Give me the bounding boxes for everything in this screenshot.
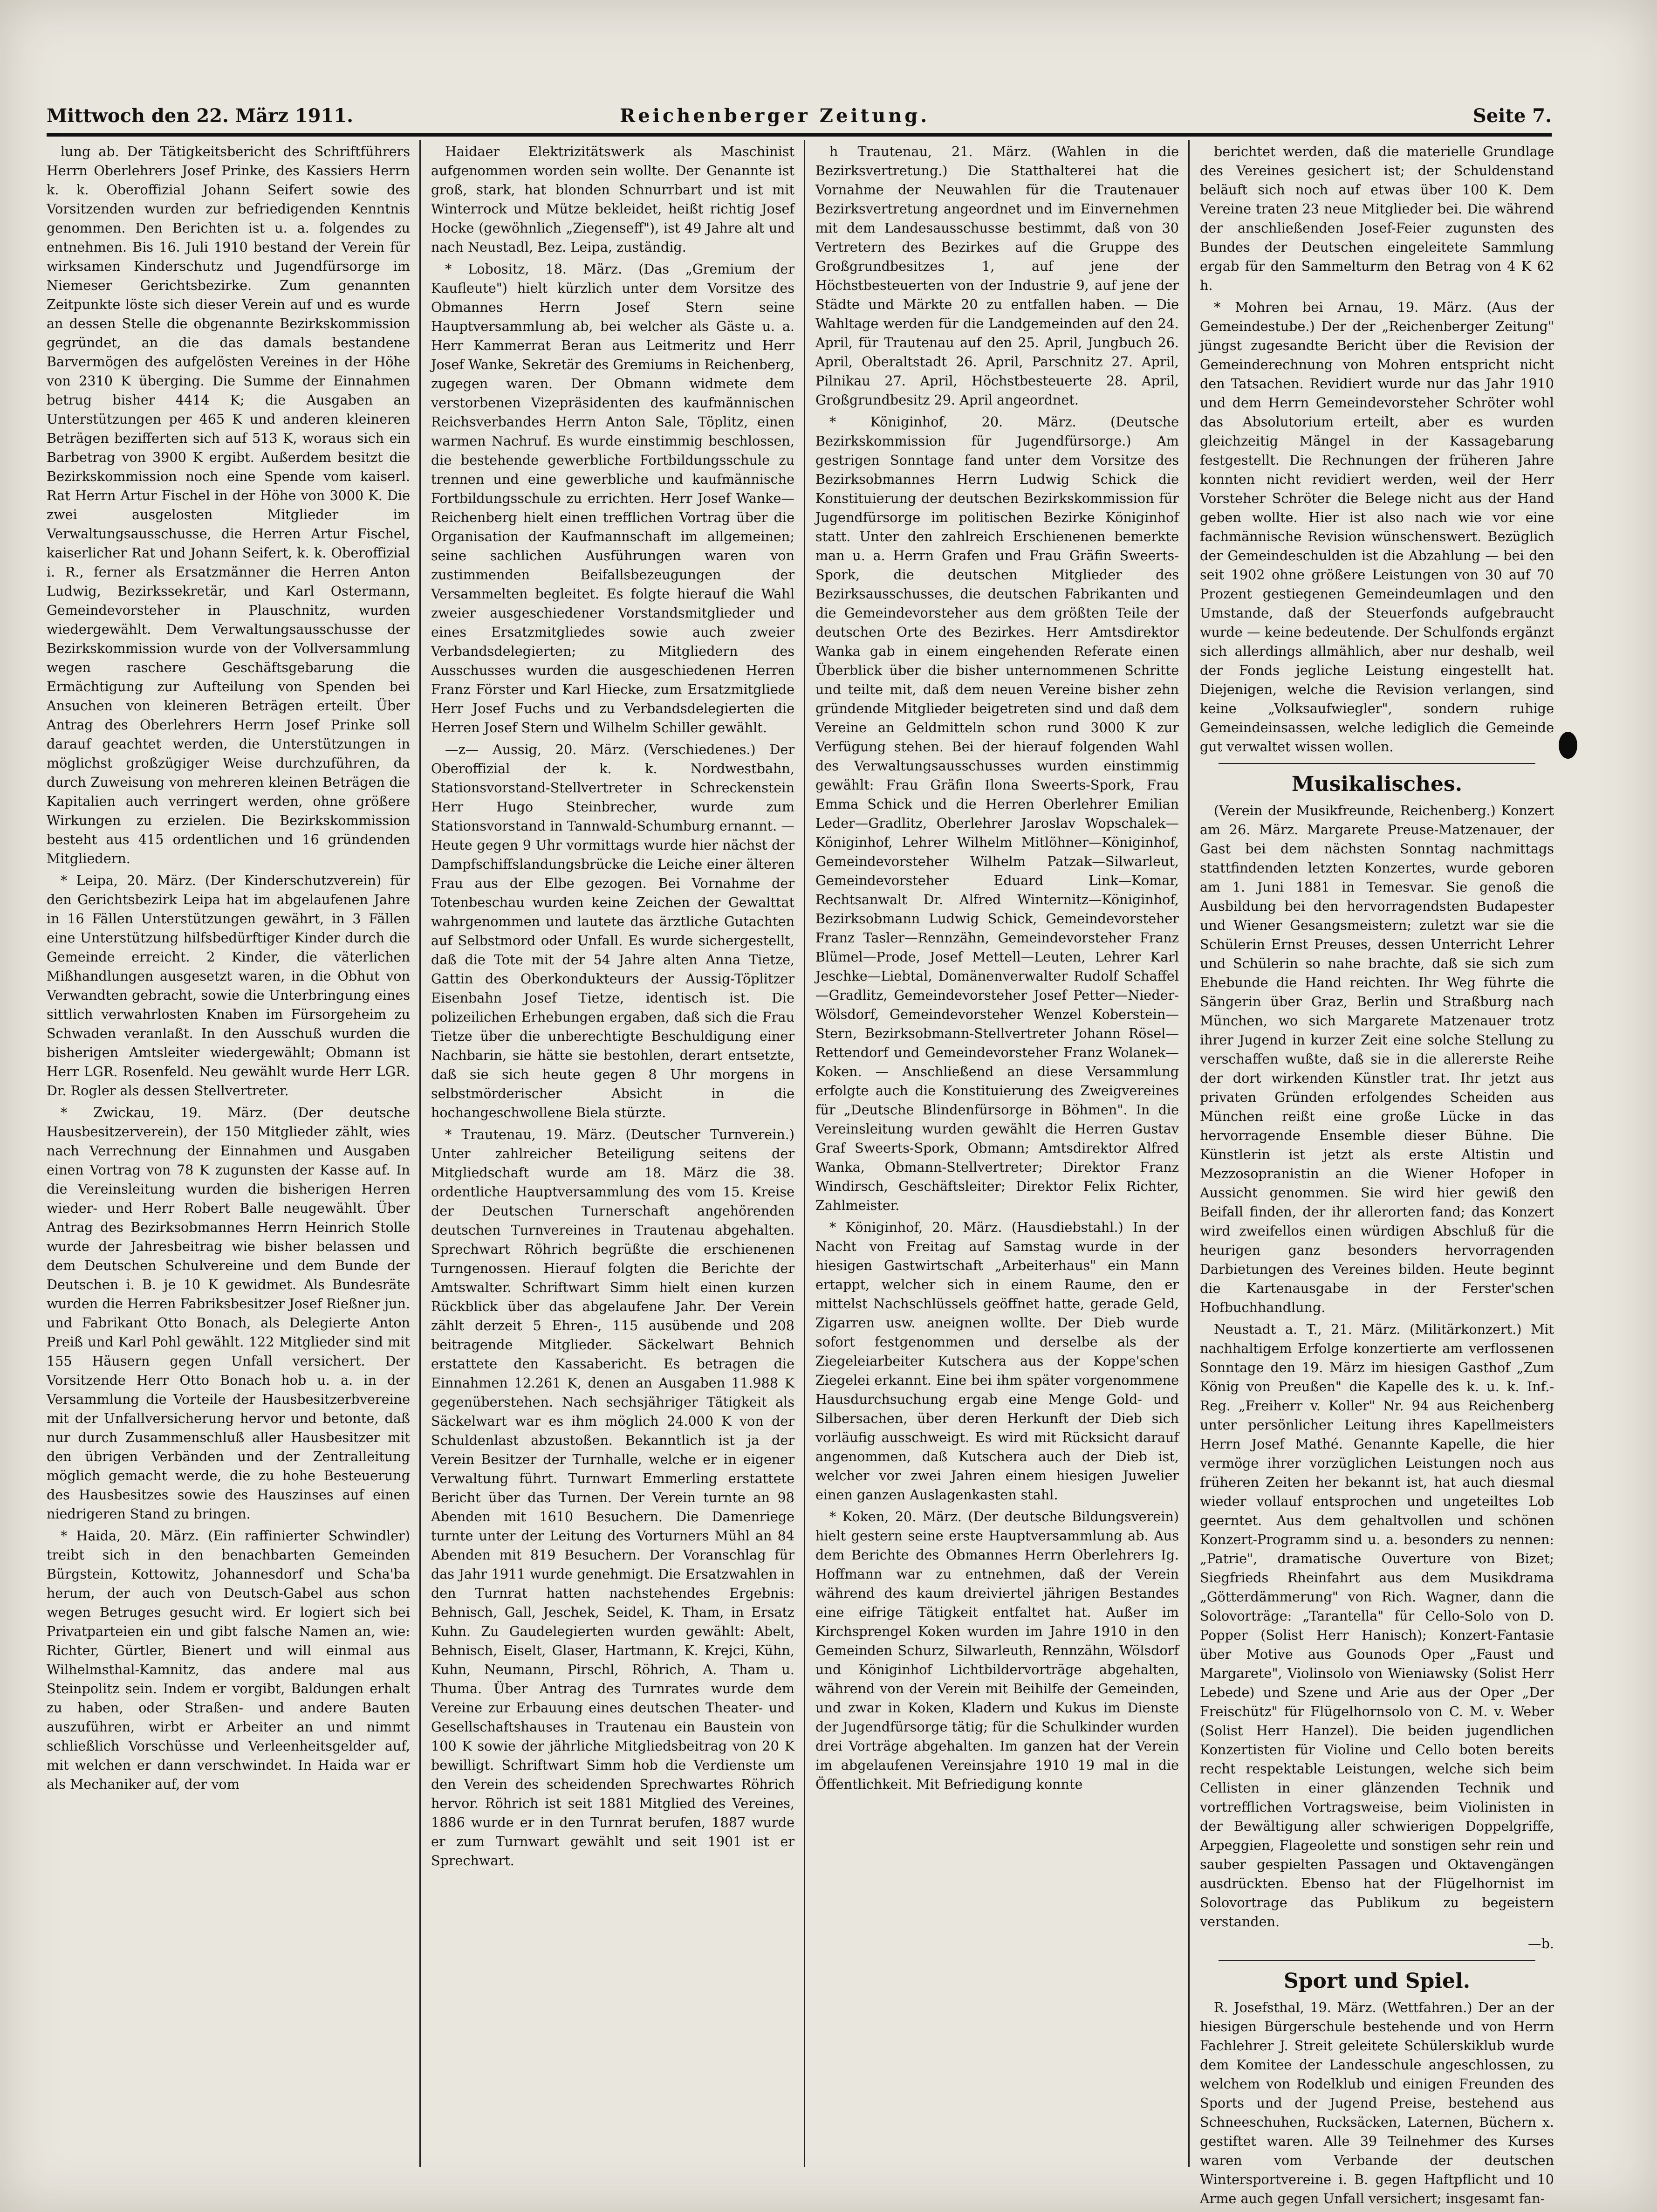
section-divider [1219,763,1535,764]
column-4 [1200,142,1554,2206]
article-paragraph: * Haida, 20. März. (Ein raffinierter Schwindler) treibt sich in den benachbarten Gemeinden Bürgstein, Kottowitz, Johannesdorf und Scha'ba herum, der auch von Deutsch-Gabel aus schon wegen Betruges gesucht wird. Er logiert sich bei Privatparteien ein und gibt falsche Namen an, wie: Richter, Gürtler, Bienert und will einmal aus Wilhelmsthal-Kamnitz, das andere mal aus Steinpolitz sein. Indem er vorgibt, Baldungen erhalt zu haben, oder Straßen- und andere Bauten auszuführen, wirbt er Arbeiter an und nimmt schließlich Vorschüsse und Verleenheitsgelder auf, mit welchen er dann verschwindet. In Haida war er als Mechaniker auf, der vom [47,1528,410,1792]
article-paragraph: berichtet werden, daß die materielle Grundlage des Vereines gesichert ist; der Schuldenstand beläuft sich noch auf etwas über 100 K. Dem Vereine traten 23 neue Mitglieder bei. Die während der anschließenden Josef-Feier zugunsten des Bundes der Deutschen eingeleitete Sammlung ergab für den Sammelturm den Betrag von 4 K 62 h. [1200,144,1554,293]
column-1 [47,142,410,2165]
article-paragraph: * Königinhof, 20. März. (Hausdiebstahl.) In der Nacht von Freitag auf Samstag wurde in der hiesigen Gastwirtschaft „Arbeiterhaus" ein Mann ertappt, welcher sich in einem Raume, den er mittelst Nachschlüssels geöffnet hatte, gerade Geld, Zigarren usw. aneignen wollte. Der Dieb wurde sofort festgenommen und derselbe als der Ziegeleiarbeiter Kutschera aus der Koppe'schen Ziegelei erkannt. Eine bei ihm später vorgenommene Hausdurchsuchung ergab eine Menge Gold- und Silbersachen, über deren Herkunft der Dieb sich vorläufig ausschweigt. Es wird mit Rücksicht darauf angenommen, daß Kutschera auch der Dieb ist, welcher vor zwei Jahren einem hiesigen Juwelier einen ganzen Auslagenkasten stahl. [815,1219,1179,1503]
header-page-number: Seite 7. [1472,105,1552,127]
article-paragraph: * Trautenau, 19. März. (Deutscher Turnverein.) Unter zahlreicher Beteiligung seitens der Mitgliedschaft wurde am 18. März die 38. ordentliche Hauptversammlung des vom 15. Kreise der Deutschen Turnerschaft angehörenden deutschen Turnvereines in Trautenau abgehalten. Sprechwart Röhrich begrüßte die erschienenen Turngenossen. Hierauf folgten die Berichte der Amtswalter. Schriftwart Simm hielt einen kurzen Rückblick über das abgelaufene Jahr. Der Verein zählt derzeit 5 Ehren-, 115 ausübende und 208 beitragende Mitglieder. Säckelwart Behnich erstattete den Kassabericht. Es betragen die Einnahmen 12.261 K, denen an Ausgaben 11.988 K gegenüberstehen. Nach sechsjähriger Tätigkeit als Säckelwart war es ihm möglich 24.000 K von der Schuldenlast abzustoßen. Bekanntlich ist ja der Verein Besitzer der Turnhalle, welche er in eigener Verwaltung führt. Turnwart Emmerling erstattete Bericht über das Turnen. Der Verein turnte an 98 Abenden mit 1610 Besuchern. Die Damenriege turnte unter der Leitung des Vorturners Mühl an 84 Abenden mit 819 Besuchern. Der Voranschlag für das Jahr 1911 wurde genehmigt. Die Ersatzwahlen in den Turnrat hatten nachstehendes Ergebnis: Behnisch, Gall, Jeschek, Seidel, K. Tham, in Ersatz Kuhn. Zu Gaudelegierten wurden gewählt: Abelt, Behnisch, Eiselt, Glaser, Hartmann, K. Krejci, Kühn, Kuhn, Neumann, Pirschl, Röhrich, A. Tham u. Thuma. Über Antrag des Turnrates wurde dem Vereine zur Erbauung eines deutschen Theater- und Gesellschaftshauses in Trautenau ein Baustein von 100 K sowie der jährliche Mitgliedsbeitrag von 20 K bewilligt. Schriftwart Simm hob die Verdienste um den Verein des scheidenden Sprechwartes Röhrich hervor. Röhrich ist seit 1881 Mitglied des Vereines, 1886 wurde er in den Turnrat berufen, 1887 wurde er zum Turnwart gewählt und seit 1901 ist er Sprechwart. [431,1127,794,1869]
header-date: Mittwoch den 22. März 1911. [47,105,354,127]
article-paragraph: —z— Aussig, 20. März. (Verschiedenes.) Der Oberoffizial der k. k. Nordwestbahn, Stationsvorstand-Stellvertreter in Schreckenstein Herr Hugo Steinbrecher, wurde zum Stationsvorstand in Tannwald-Schumburg ernannt. — Heute gegen 9 Uhr vormittags wurde hier nächst der Dampfschiffslandungsbrücke die Leiche einer älteren Frau aus der Elbe gezogen. Bei Vornahme der Totenbeschau wurden keine Zeichen der Gewalttat wahrgenommen und lautete das ärztliche Gutachten auf Selbstmord oder Unfall. Es wurde sichergestellt, daß die Tote mit der 54 Jahre alten Anna Tietze, Gattin des Oberkondukteurs der Aussig-Töplitzer Eisenbahn Josef Tietze, identisch ist. Die polizeilichen Erhebungen ergaben, daß sich die Frau Tietze über die unberechtigte Beschuldigung einer Nachbarin, sie hätte sie bestohlen, derart entsetzte, daß sie sich heute gegen 8 Uhr morgens in selbstmörderischer Absicht in die hochangeschwollene Biela stürzte. [431,742,794,1120]
article-paragraph: * Zwickau, 19. März. (Der deutsche Hausbesitzerverein), der 150 Mitglieder zählt, wies nach Verrechnung der Einnahmen und Ausgaben einen Vortrag von 78 K zugunsten der Kasse auf. In die Vereinsleitung wurden die bisherigen Herren wieder- und Herr Robert Balle neugewählt. Über Antrag des Bezirksobmannes Herrn Heinrich Stolle wurde der Jahresbeitrag wie bisher belassen und dem Deutschen Schulvereine und dem Bunde der Deutschen i. B. je 10 K gewidmet. Als Bundesräte wurden die Herren Fabriksbesitzer Josef Rießner jun. und Fabrikant Otto Bonach, als Delegierte Anton Preiß und Karl Pohl gewählt. 122 Mitglieder sind mit 155 Häusern gegen Unfall versichert. Der Vorsitzende Herr Otto Bonach hob u. a. in der Versammlung die Vorteile der Hausbesitzerbvereine mit der Unfallversicherung hervor und betonte, daß nur durch Zusammenschluß aller Hausbesitzer mit den übrigen Verbänden und der Zentralleitung möglich gemacht werde, die zu hohe Besteuerung des Hausbesitzes sowie des Hauszinses auf einen niedrigeren Stand zu bringen. [47,1105,410,1522]
section-heading-music: Musikalisches. [1291,772,1463,796]
article-paragraph: lung ab. Der Tätigkeitsbericht des Schriftführers Herrn Oberlehrers Josef Prinke, des Kassiers Herrn k. k. Oberoffizial Johann Seifert sowie des Vorsitzenden wurden zur befriedigenden Kenntnis genommen. Den Berichten ist u. a. folgendes zu entnehmen. Bis 16. Juli 1910 bestand der Verein für wirksamen Kinderschutz und Jugendfürsorge im Niemeser Gerichtsbezirke. Zum genannten Zeitpunkte löste sich dieser Verein auf und es wurde an dessen Stelle die obgenannte Bezirkskommission gegründet, an die das damals bestandene Barvermögen des aufgelösten Vereines in der Höhe von 2310 K überging. Die Summe der Einnahmen betrug bisher 4414 K; die Ausgaben an Unterstützungen per 465 K und anderen kleineren Beträgen bezifferten sich auf 513 K, woraus sich ein Barbetrag von 3900 K ergibt. Außerdem besitzt die Bezirkskommission noch eine Spende vom kaiserl. Rat Herrn Artur Fischel in der Höhe von 3000 K. Die zwei ausgelosten Mitglieder im Verwaltungsausschusse, die Herren Artur Fischel, kaiserlicher Rat und Johann Seifert, k. k. Oberoffizial i. R., ferner als Ersatzmänner die Herren Anton Ludwig, Bezirkssekretär, und Karl Ostermann, Gemeindevorsteher in Plauschnitz, wurden wiedergewählt. Dem Verwaltungsausschusse der Bezirkskommission wurde von der Vollversammlung wegen raschere Geschäftsgebarung die Ermächtigung zur Aufteilung von Spenden bei Ansuchen von kleineren Beträgen erteilt. Über Antrag des Oberlehrers Herrn Josef Prinke soll darauf geachtet werden, die Unterstützungen in möglichst großzügiger Weise durchzuführen, da durch Zuweisung von mehreren kleinen Beträgen die Kapitalien auch verringert werden, ohne größere Wirkungen zu erzielen. Die Bezirkskommission besteht aus 415 ordentlichen und 16 gründenden Mitgliedern. [47,144,410,866]
article-paragraph: * Koken, 20. März. (Der deutsche Bildungsverein) hielt gestern seine erste Hauptversammlung ab. Aus dem Berichte des Obmannes Herrn Oberlehrers Ig. Hoffmann war zu entnehmen, daß der Verein während des kaum dreiviertel jährigen Bestandes eine eifrige Tätigkeit entfaltet hat. Außer im Kirchsprengel Koken wurden im Jahre 1910 in den Gemeinden Schurz, Silwarleuth, Rennzähn, Wölsdorf und Königinhof Lichtbildervorträge abgehalten, während von der Verein mit Beihilfe der Gemeinden, und zwar in Koken, Kladern und Kukus im Dienste der Jugendfürsorge tätig; für die Schulkinder wurden drei Vorträge abgehalten. Im ganzen hat der Verein im abgelaufenen Vereinsjahre 1910 19 mal in die Öffentlichkeit. Mit Befriedigung konnte [815,1509,1179,1792]
column-2 [431,142,794,2165]
article-paragraph: Haidaer Elektrizitätswerk als Maschinist aufgenommen worden sein wollte. Der Genannte ist groß, stark, hat blonden Schnurrbart und ist mit Winterrock und Mütze bekleidet, heißt richtig Josef Hocke (gewöhnlich „Ziegenseff"), ist 49 Jahre alt und nach Neustadl, Bez. Leipa, zuständig. [431,144,794,255]
article-paragraph: h Trautenau, 21. März. (Wahlen in die Bezirksvertretung.) Die Statthalterei hat die Vornahme der Neuwahlen für die Trautenauer Bezirksvertretung angeordnet und im Einvernehmen mit dem Landesausschusse bestimmt, daß von 30 Vertretern des Bezirkes auf die Gruppe des Großgrundbesitzes 1, auf jene der Höchstbesteuerten von der Industrie 9, auf jene der Städte und Märkte 20 zu entfallen haben. — Die Wahltage werden für die Landgemeinden auf den 24. April, für Trautenau auf den 25. April, Jungbuch 26. April, Oberaltstadt 26. April, Parschnitz 27. April, Pilnikau 27. April, Höchstbesteuerte 28. April, Großgrundbesitz 29. April angeordnet. [815,144,1179,408]
author-signature: —b. [1528,1936,1554,1951]
header-paper-title: Reichenberger Zeitung. [620,105,930,127]
article-paragraph: * Lobositz, 18. März. (Das „Gremium der Kaufleute") hielt kürzlich unter dem Vorsitze des Obmannes Herrn Josef Stern seine Hauptversammlung ab, bei welcher als Gäste u. a. Herr Kammerrat Beran aus Leitmeritz und Herr Josef Wanke, Sekretär des Gremiums in Reichenberg, zugegen waren. Der Obmann widmete dem verstorbenen Vizepräsidenten des kaufmännischen Reichsverbandes Herrn Anton Sale, Töplitz, einen warmen Nachruf. Es wurde einstimmig beschlossen, die bestehende gewerbliche Fortbildungsschule zu trennen und eine gewerbliche und kaufmännische Fortbildungsschule zu errichten. Herr Josef Wanke—Reichenberg hielt einen trefflichen Vortrag über die Organisation der Kaufmannschaft im allgemeinen; seine sachlichen Ausführungen waren von zustimmenden Beifallsbezeugungen der Versammelten begleitet. Es folgte hierauf die Wahl zweier ausgeschiedener Vorstandsmitglieder und eines Ersatzmitgliedes sowie auch zweier Verbandsdelegierten; zu Mitgliedern des Ausschusses wurden die ausgeschiedenen Herren Franz Förster und Karl Hiecke, zum Ersatzmitgliede Herr Josef Fuchs und zu Verbandsdelegierten die Herren Josef Stern und Wilhelm Schiller gewählt. [431,261,794,735]
article-paragraph: * Königinhof, 20. März. (Deutsche Bezirkskommission für Jugendfürsorge.) Am gestrigen Sonntage fand unter dem Vorsitze des Bezirksobmannes Herrn Ludwig Schick die Konstituierung der deutschen Bezirkskommission für Jugendfürsorge im politischen Bezirke Königinhof statt. Unter den zahlreich Erschienenen bemerkte man u. a. Herrn Grafen und Frau Gräfin Sweerts-Spork, die deutschen Mitglieder des Bezirksausschusses, die deutschen Fabrikanten und die Gemeindevorsteher aus dem größten Teile der deutschen Orte des Bezirkes. Herr Amtsdirektor Wanka gab in einem eingehenden Referate einen Überblick über die bisher unternommenen Schritte und teilte mit, daß dem neuen Vereine bisher zehn gründende Mitglieder beigetreten sind und daß dem Vereine an Geldmitteln schon rund 3000 K zur Verfügung stehen. Bei der hierauf folgenden Wahl des Verwaltungsausschusses wurden einstimmig gewählt: Frau Gräfin Ilona Sweerts-Spork, Frau Emma Schick und die Herren Oberlehrer Emilian Leder—Gradlitz, Oberlehrer Jaroslav Wopschalek—Königinhof, Lehrer Wilhelm Mitlöhner—Königinhof, Gemeindevorsteher Wilhelm Patzak—Silwarleut, Gemeindevorsteher Eduard Link—Komar, Rechtsanwalt Dr. Alfred Winternitz—Königinhof, Bezirksobmann Ludwig Schick, Gemeindevorsteher Franz Tasler—Rennzähn, Gemeindevorsteher Franz Blümel—Prode, Josef Mettell—Leuten, Lehrer Karl Jeschke—Liebtal, Domänenverwalter Rudolf Schaffel—Gradlitz, Gemeindevorsteher Josef Petter—Nieder-Wölsdorf, Gemeindevorsteher Wenzel Koberstein—Stern, Bezirksobmann-Stellvertreter Johann Rösel—Rettendorf und Gemeindevorsteher Franz Wolanek—Koken. — Anschließend an diese Versammlung erfolgte auch die Konstituierung des Zweigvereines für „Deutsche Blindenfürsorge in Böhmen". In die Vereinsleitung wurden gewählt die Herren Gustav Graf Sweerts-Spork, Obmann; Amtsdirektor Alfred Wanka, Obmann-Stellvertreter; Direktor Franz Windirsch, Geschäftsleiter; Direktor Felix Richter, Zahlmeister. [815,414,1179,1213]
page-header [47,105,1552,133]
article-paragraph: R. Josefsthal, 19. März. (Wettfahren.) Der an der hiesigen Bürgerschule bestehende und von Herrn Fachlehrer J. Streit geleitete Schülerskiklub wurde dem Komitee der Landesschule angeschlossen, zu welchem von Rodelklub und einigen Freunden des Sports und der Jugend Preise, bestehend aus Schneeschuhen, Rucksäcken, Laternen, Büchern x. gestiftet waren. Alle 39 Teilnehmer des Kurses waren vom Verbande der deutschen Wintersportvereine i. B. gegen Haftpflicht und 10 Arme auch gegen Unfall versichert; insgesamt fan- [1200,1999,1554,2206]
column-rule [804,140,805,2167]
article-paragraph: * Leipa, 20. März. (Der Kinderschutzverein) für den Gerichtsbezirk Leipa hat im abgelaufenen Jahre in 16 Fällen Unterstützungen gewährt, in 3 Fällen eine Unterstützung hilfsbedürftiger Kinder durch die Gemeinde erreicht. 2 Kinder, die väterlichen Mißhandlungen ausgesetzt waren, in die Obhut von Verwandten gebracht, sowie die Unterbringung eines sittlich verwahrlosten Knaben im Fürsorgeheim zu Schwaden veranlaßt. In den Ausschuß wurden die bisherigen Amtsleiter wiedergewählt; Obmann ist Herr LGR. Rosenfeld. Neu gewählt wurde Herr LGR. Dr. Rogler als dessen Stellvertreter. [47,872,410,1099]
section-divider [1219,1960,1535,1961]
ink-blot [1559,732,1577,759]
section-heading-sport: Sport und Spiel. [1283,1969,1471,1993]
column-rule [1188,140,1190,2167]
column-3 [815,142,1179,2165]
article-paragraph: * Mohren bei Arnau, 19. März. (Aus der Gemeindestube.) Der der „Reichenberger Zeitung" jüngst zugesandte Bericht über die Revision der Gemeinderechnung von Mohren entspricht nicht den Tatsachen. Revidiert wurde nur das Jahr 1910 und dem Herrn Gemeindevorsteher Schröter wohl das Absolutorium erteilt, aber es wurden gleichzeitig Mängel in der Kassagebarung festgestellt. Die Rechnungen der früheren Jahre konnten nicht revidiert werden, weil der Herr Vorsteher Schröter die Belege nicht aus der Hand geben wollte. Hier ist also nach wie vor eine fachmännische Revision wünschenswert. Bezüglich der Gemeindeschulden ist die Abzahlung — bei den seit 1902 ohne größere Leistungen von 30 auf 70 Prozent gestiegenen Gemeindeumlagen und den Umstande, daß der Steuerfonds aufgebraucht wurde — keine bedeutende. Der Schulfonds ergänzt sich allerdings allmählich, aber nur deshalb, weil der Fonds jegliche Leistung eingestellt hat. Diejenigen, welche die Revision verlangen, sind keine „Volksaufwiegler", sondern ruhige Gemeindeinsassen, welche lediglich die Gemeinde gut verwaltet wissen wollen. [1200,299,1554,755]
column-rule [419,140,421,2167]
article-paragraph: (Verein der Musikfreunde, Reichenberg.) Konzert am 26. März. Margarete Preuse-Matzenauer, der Gast bei dem nächsten Sonntag nachmittags stattfindenden letzten Konzertes, wurde geboren am 1. Juni 1881 in Temesvar. Sie genoß die Ausbildung bei den hervorragendsten Budapester und Wiener Gesangsmeistern; zuletzt war sie die Schülerin Ernst Preuses, dessen Unterricht Lehrer und Schülerin so nahe brachte, daß sie sich zum Ehebunde die Hand reichten. Ihr Weg führte die Sängerin über Graz, Berlin und Straßburg nach München, wo sich Margarete Matzenauer trotz ihrer Jugend in kurzer Zeit eine solche Stellung zu verschaffen wußte, daß sie in die allererste Reihe der dort wirkenden Künstler trat. Ihr jetzt aus privaten Gründen erfolgendes Scheiden aus München reißt eine große Lücke in das hervorragende Ensemble dieser Bühne. Die Künstlerin ist jetzt als erste Altistin und Mezzosopranistin an die Wiener Hofoper in Aussicht genommen. Sie wird hier gewiß den Beifall finden, der ihr allerorten fand; das Konzert wird zweifellos einen würdigen Abschluß für die heurigen ganz besonders hervorragenden Darbietungen des Vereines bilden. Heute beginnt die Kartenausgabe in der Ferster'schen Hofbuchhandlung. [1200,803,1554,1315]
article-paragraph: Neustadt a. T., 21. März. (Militärkonzert.) Mit nachhaltigem Erfolge konzertierte am verflossenen Sonntage den 19. März im hiesigen Gasthof „Zum König von Preußen" die Kapelle des k. u. k. Inf.-Reg. „Freiherr v. Koller" Nr. 94 aus Reichenberg unter persönlicher Leitung ihres Kapellmeisters Herrn Josef Mathé. Genannte Kapelle, die hier vermöge ihrer vorzüglichen Leistungen noch aus früheren Zeiten her bekannt ist, hat auch diesmal wieder vollauf entsprochen und ungeteiltes Lob geerntet. Aus dem gehaltvollen und schönen Konzert-Programm sind u. a. besonders zu nennen: „Patrie", dramatische Ouverture von Bizet; Siegfrieds Rheinfahrt aus dem Musikdrama „Götterdämmerung" von Rich. Wagner, dann die Solovorträge: „Tarantella" für Cello-Solo von D. Popper (Solist Herr Hanisch); Konzert-Fantasie über Motive aus Gounods Oper „Faust und Margarete", Violinsolo von Wieniawsky (Solist Herr Lebede) und Szene und Arie aus der Oper „Der Freischütz" für Flügelhornsolo von C. M. v. Weber (Solist Herr Hanzel). Die beiden jugendlichen Konzertisten für Violine und Cello boten bereits recht respektable Leistungen, welche sich beim Cellisten in einer glänzenden Technik und vortrefflichen Vortragsweise, beim Violinisten in der Bewältigung aller schwierigen Doppelgriffe, Arpeggien, Flageolette und sonstigen sehr rein und sauber gespielten Passagen und Oktavengängen ausdrückten. Ebenso hat der Flügelhornist im Solovortrage das Publikum zu begeistern verstanden. [1200,1321,1554,1930]
header-rule [47,133,1552,137]
